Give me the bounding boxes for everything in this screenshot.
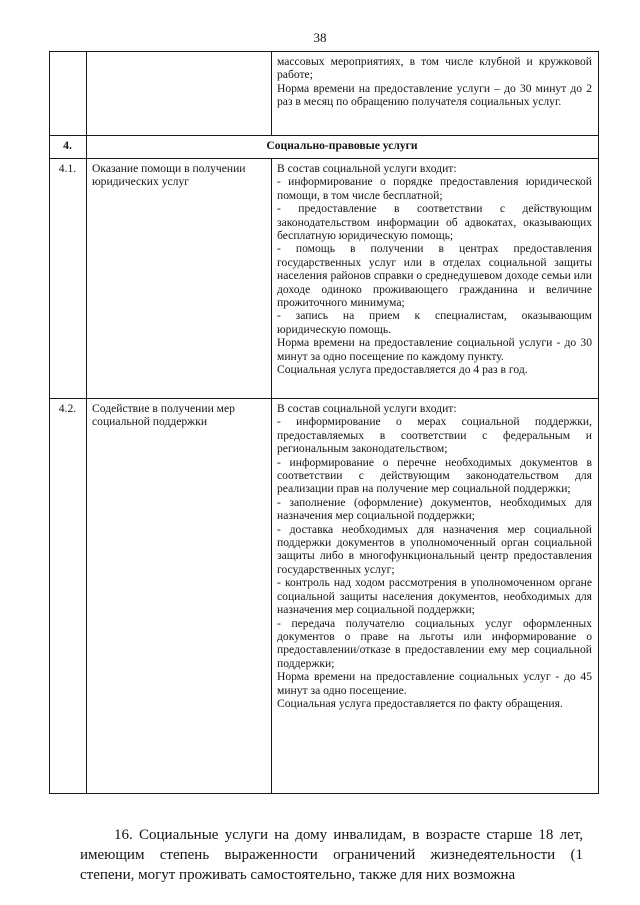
content-line: В состав социальной услуги входит: bbox=[277, 162, 457, 175]
content-line: - доставка необходимых для назначения мер социальной поддержки документов в уполномоченный орган социальной защиты либо в многофункциональный центр предоставления государственных услуг; bbox=[277, 522, 592, 576]
content-line: Социальная услуга предоставляется по факту обращения. bbox=[277, 696, 563, 710]
section-header-row bbox=[50, 136, 599, 159]
service-name: Содействие в получении мер социальной поддержки bbox=[87, 399, 272, 794]
content-line: - помощь в получении в центрах предоставления государственных услуг или в отделах социальной защиты населения районов справки о среднедушевом доходе семьи или доходе одиноко проживающего гражданина и величине прожиточного минимума; bbox=[277, 242, 592, 310]
service-content bbox=[272, 399, 599, 794]
row-number: 4.1. bbox=[50, 159, 87, 399]
row-number: 4.2. bbox=[50, 399, 87, 794]
content-line: Норма времени на предоставление социальных услуг - до 45 минут за одно посещение. bbox=[277, 670, 592, 697]
row-number-cell bbox=[50, 52, 87, 136]
content-line: - запись на прием к специалистам, оказывающим юридическую помощь. bbox=[277, 309, 592, 336]
content-line: - контроль над ходом рассмотрения в уполномоченном органе социальной защиты населения документов, необходимых для назначения мер социальной поддержки; bbox=[277, 576, 592, 617]
content-line: В состав социальной услуги входит: bbox=[277, 402, 457, 415]
page-number: 38 bbox=[313, 30, 327, 45]
service-name-cell bbox=[87, 52, 272, 136]
service-content-cell bbox=[272, 52, 599, 136]
content-line: - информирование о мерах социальной поддержки, предоставляемых в соответствии с федеральным и региональным законодательством; bbox=[277, 415, 592, 456]
table-row-continued bbox=[50, 52, 599, 136]
section-number: 4. bbox=[50, 136, 87, 159]
content-line: - передача получателю социальных услуг оформленных документов о праве на льготы или информирование о предоставлении/отказе в предоставлении ему мер социальной поддержки; bbox=[277, 616, 592, 670]
content-line: - информирование о порядке предоставления юридической помощи, в том числе бесплатной; bbox=[277, 175, 592, 202]
section-title: Социально-правовые услуги bbox=[87, 136, 599, 159]
paragraph-16: 16. Социальные услуги на дому инвалидам, в возрасте старше 18 лет, имеющим степень выраженности ограничений жизнедеятельности (1 степени, могут проживать самостоятельно, также для них возможна bbox=[80, 827, 583, 883]
content-line: - информирование о перечне необходимых документов в соответствии с действующим законодательством для реализации прав на получение мер социальной поддержки; bbox=[277, 455, 592, 496]
content-line: - предоставление в соответствии с действующим законодательством информации об адвокатах, оказывающих бесплатную юридическую помощь; bbox=[277, 202, 592, 243]
content-line: массовых мероприятиях, в том числе клубной и кружковой работе; bbox=[277, 55, 592, 82]
content-line: Норма времени на предоставление социальной услуги - до 30 минут за одно посещение по каждому пункту. bbox=[277, 336, 592, 363]
content-line: Социальная услуга предоставляется до 4 раз в год. bbox=[277, 363, 528, 377]
service-name: Оказание помощи в получении юридических услуг bbox=[87, 159, 272, 399]
table-row-4-1 bbox=[50, 159, 599, 399]
content-line: - заполнение (оформление) документов, необходимых для назначения мер социальной поддержки; bbox=[277, 495, 592, 523]
services-table bbox=[49, 51, 599, 794]
content-line: Норма времени на предоставление услуги – до 30 минут до 2 раз в месяц по обращению получателя социальных услуг. bbox=[277, 81, 592, 109]
service-content bbox=[272, 159, 599, 399]
table-row-4-2 bbox=[50, 399, 599, 794]
